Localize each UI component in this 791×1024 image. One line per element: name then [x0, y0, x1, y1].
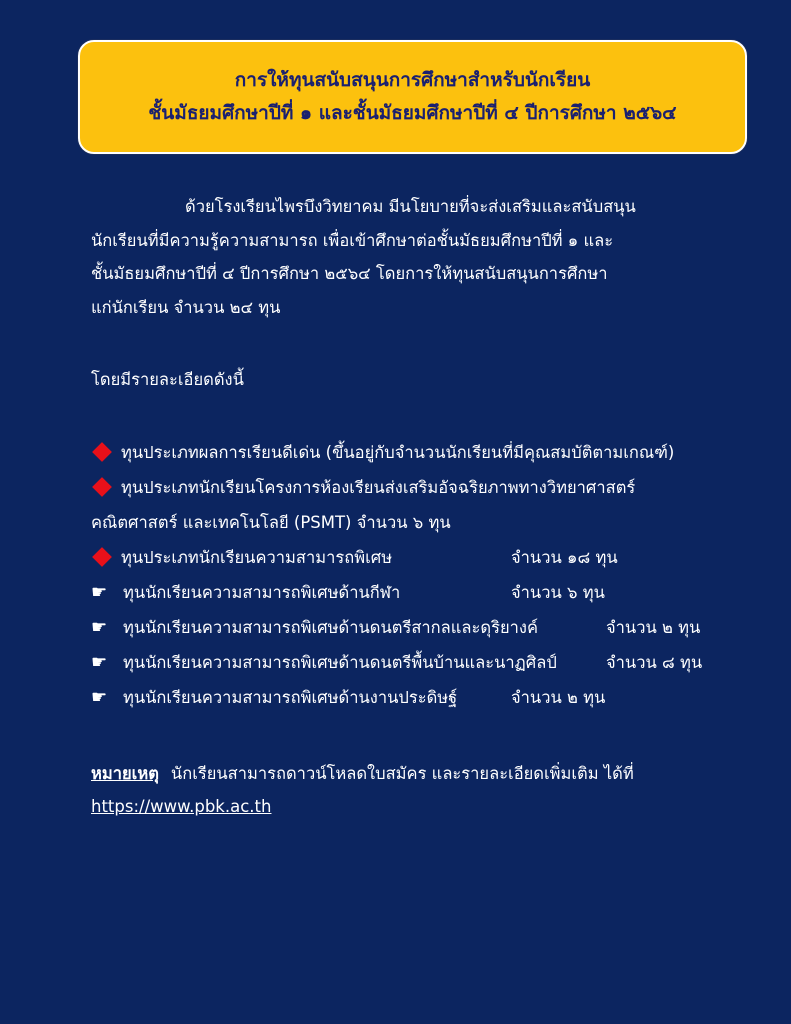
title-line-2: ชั้นมัธยมศึกษาปีที่ ๑ และชั้นมัธยมศึกษาปีที่ ๔ ปีการศึกษา ๒๕๖๔: [148, 102, 677, 124]
scholarship-psmt: [91, 470, 751, 505]
intro-line-2: นักเรียนที่มีความรู้ความสามารถ เพื่อเข้าศึกษาต่อชั้นมัธยมศึกษาปีที่ ๑ และ: [91, 230, 614, 250]
pointing-hand-icon: ☛: [91, 581, 108, 603]
scholarship-psmt-line-1: ทุนประเภทนักเรียนโครงการห้องเรียนส่งเสริมอัจฉริยภาพทางวิทยาศาสตร์: [121, 477, 636, 497]
red-diamond-icon: [92, 477, 112, 497]
scholarship-academic: [91, 435, 751, 470]
sub-count: จำนวน ๘ ทุน: [606, 652, 703, 672]
note-label: หมายเหตุ: [91, 763, 159, 783]
scholarship-sub-western-music: [91, 610, 751, 645]
sub-count: จำนวน ๒ ทุน: [606, 617, 701, 637]
website-link[interactable]: https://www.pbk.ac.th: [91, 797, 272, 816]
intro-line-4: แก่นักเรียน จำนวน ๒๔ ทุน: [91, 297, 281, 317]
scholarship-psmt-line-2: คณิตศาสตร์ และเทคโนโลยี (PSMT) จำนวน ๖ ทุน: [91, 512, 451, 532]
intro-line-3: ชั้นมัธยมศึกษาปีที่ ๔ ปีการศึกษา ๒๕๖๔ โดยการให้ทุนสนับสนุนการศึกษา: [91, 264, 608, 283]
scholarship-special: [91, 540, 751, 575]
pointing-hand-icon: ☛: [91, 651, 108, 673]
sub-label: ทุนนักเรียนความสามารถพิเศษด้านกีฬา: [123, 582, 401, 602]
scholarship-sub-folk-music: [91, 645, 751, 680]
scholarship-sub-invention: [91, 680, 751, 715]
sub-count: จำนวน ๒ ทุน: [511, 687, 606, 707]
title-banner: [78, 40, 747, 154]
note-url-line: [91, 790, 751, 824]
sub-label: ทุนนักเรียนความสามารถพิเศษด้านดนตรีพื้นบ้านและนาฏศิลป์: [123, 652, 557, 672]
document-body: [91, 190, 751, 824]
red-diamond-icon: [92, 547, 112, 567]
sub-label: ทุนนักเรียนความสามารถพิเศษด้านงานประดิษฐ์: [123, 687, 458, 707]
note-text: นักเรียนสามารถดาวน์โหลดใบสมัคร และรายละเอียดเพิ่มเติม ได้ที่: [170, 763, 634, 783]
title-line-1: การให้ทุนสนับสนุนการศึกษาสำหรับนักเรียน: [234, 69, 591, 91]
red-diamond-icon: [92, 442, 112, 462]
scholarship-special-count: จำนวน ๑๘ ทุน: [511, 547, 618, 567]
scholarship-sub-sports: [91, 575, 751, 610]
intro-line-1: ด้วยโรงเรียนไพรบึงวิทยาคม มีนโยบายที่จะส่งเสริมและสนับสนุน: [185, 197, 636, 216]
scholarship-special-label: ทุนประเภทนักเรียนความสามารถพิเศษ: [121, 547, 393, 567]
sub-count: จำนวน ๖ ทุน: [511, 582, 605, 602]
pointing-hand-icon: ☛: [91, 616, 108, 638]
sub-label: ทุนนักเรียนความสามารถพิเศษด้านดนตรีสากลและดุริยางค์: [123, 617, 538, 637]
note-line: [91, 757, 751, 791]
scholarship-academic-label: ทุนประเภทผลการเรียนดีเด่น (ขึ้นอยู่กับจำนวนนักเรียนที่มีคุณสมบัติตามเกณฑ์): [121, 442, 675, 462]
details-heading: โดยมีรายละเอียดดังนี้: [91, 370, 244, 389]
pointing-hand-icon: ☛: [91, 686, 108, 708]
